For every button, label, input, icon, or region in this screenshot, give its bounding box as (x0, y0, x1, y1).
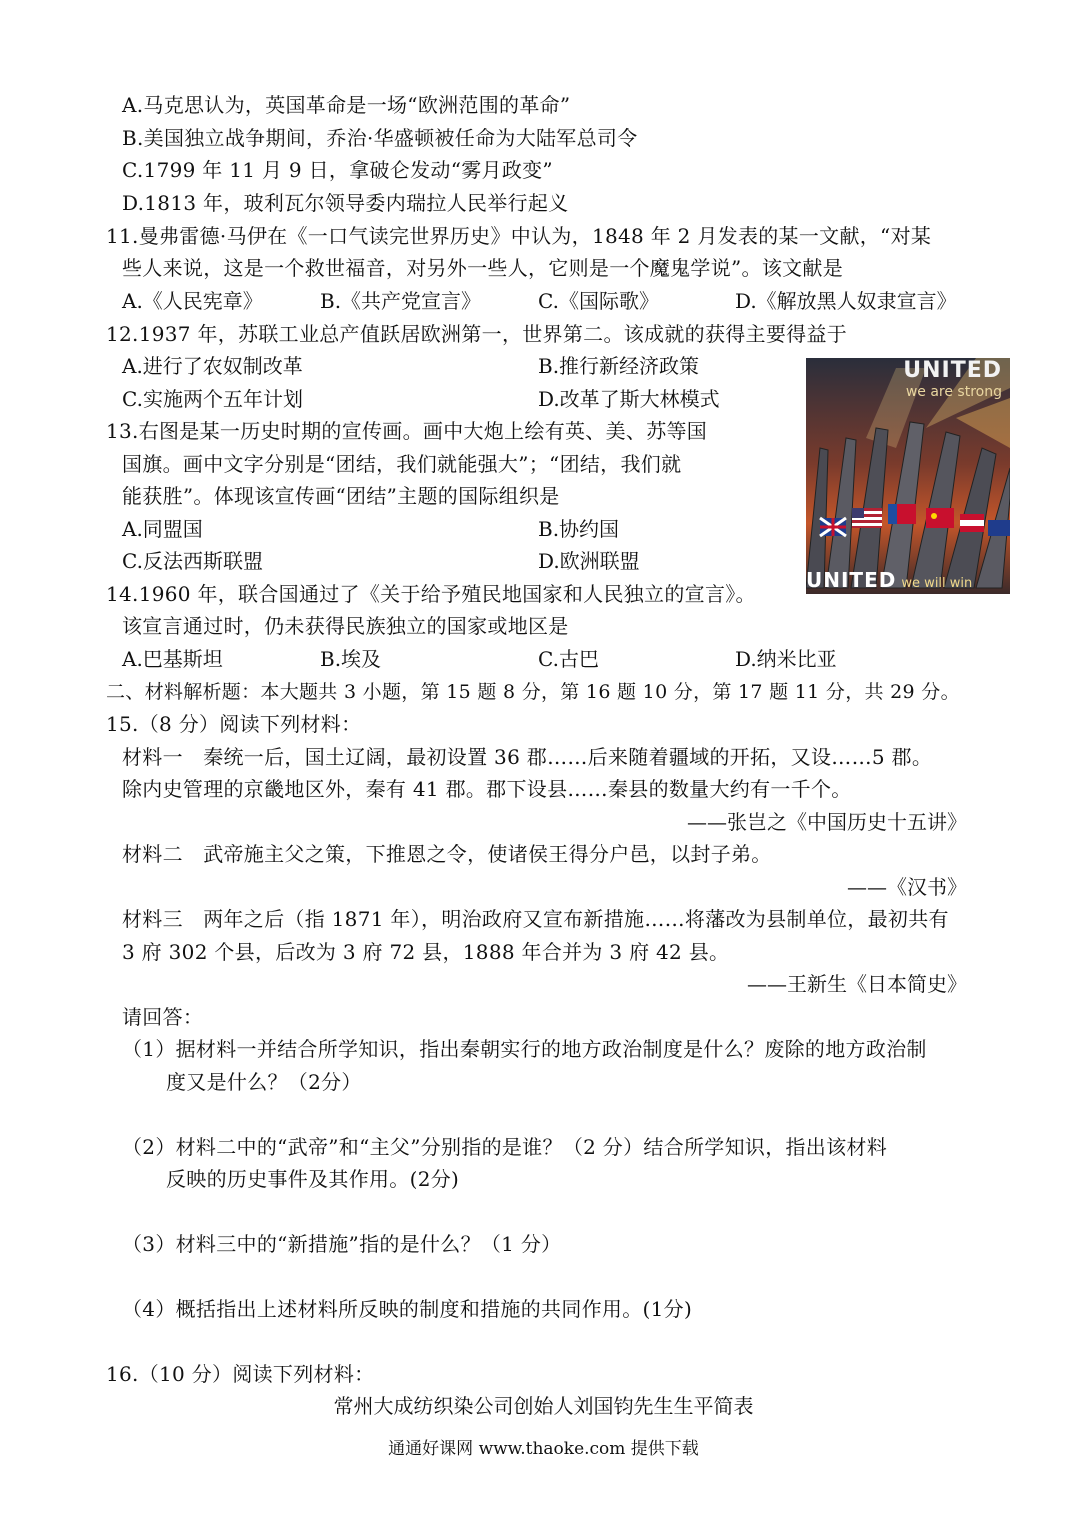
q11-option-c: C.《国际歌》 (538, 289, 659, 313)
q11-stem-line1: 11.曼弗雷德·马伊在《一口气读完世界历史》中认为，1848 年 2 月发表的某一文献，“对某 (106, 224, 932, 248)
q15-material1-source: ——张岂之《中国历史十五讲》 (687, 810, 967, 834)
q15-sub2-line2: 反映的历史事件及其作用。(2分) (166, 1167, 460, 1191)
q15-sub2-line1: （2）材料二中的“武帝”和“主父”分别指的是谁？（2 分）结合所学知识，指出该材料 (122, 1135, 888, 1159)
q15-sub1-line2: 度又是什么？（2分） (166, 1070, 362, 1094)
q10-option-b: B.美国独立战争期间，乔治·华盛顿被任命为大陆军总司令 (122, 126, 638, 150)
propaganda-poster (806, 358, 1010, 594)
q15-material1-line2: 除内史管理的京畿地区外，秦有 41 郡。郡下设县……秦县的数量大约有一千个。 (122, 777, 852, 801)
page-footer: 通通好课网 www.thaoke.com 提供下载 (388, 1439, 699, 1459)
q13-option-b: B.协约国 (538, 517, 620, 541)
poster-top-subtitle: we are strong (905, 384, 1002, 400)
poster-top-caption (806, 358, 1010, 400)
q15-material2-line1: 材料二 武帝施主父之策，下推恩之令，使诸侯王得分户邑，以封子弟。 (122, 842, 772, 866)
q13-stem-line1: 13.右图是某一历史时期的宣传画。画中大炮上绘有英、美、苏等国 (106, 419, 708, 443)
q15-material1-line1: 材料一 秦统一后，国土辽阔，最初设置 36 郡……后来随着疆域的开拓，又设……5 郡。 (122, 745, 933, 769)
q15-sub4: （4）概括指出上述材料所反映的制度和措施的共同作用。(1分) (122, 1297, 693, 1321)
q12-option-d: D.改革了斯大林模式 (538, 387, 720, 411)
section2-heading: 二、材料解析题：本大题共 3 小题，第 15 题 8 分，第 16 题 10 分，第 17 题 11 分，共 29 分。 (106, 681, 960, 703)
q16-title: 16.（10 分）阅读下列材料： (106, 1362, 375, 1386)
q11-option-d: D.《解放黑人奴隶宣言》 (735, 289, 957, 313)
q12-option-b: B.推行新经济政策 (538, 354, 700, 378)
q14-option-c: C.古巴 (538, 647, 599, 671)
q10-option-a: A.马克思认为，英国革命是一场“欧洲范围的革命” (122, 93, 571, 117)
poster-bottom-title: UNITED (806, 568, 897, 592)
q16-table-title: 常州大成纺织染公司创始人刘国钧先生生平简表 (333, 1394, 754, 1418)
q15-material3-line1: 材料三 两年之后（指 1871 年），明治政府又宣布新措施……将藩改为县制单位，最初共有 (122, 907, 949, 931)
q15-title: 15.（8 分）阅读下列材料： (106, 712, 362, 736)
q10-option-d: D.1813 年，玻利瓦尔领导委内瑞拉人民举行起义 (122, 191, 569, 215)
q11-option-a: A.《人民宪章》 (122, 289, 263, 313)
q11-option-b: B.《共产党宣言》 (320, 289, 482, 313)
q13-option-c: C.反法西斯联盟 (122, 549, 263, 573)
poster-bottom-subtitle: we will win (901, 576, 973, 591)
q15-ask-label: 请回答： (122, 1005, 204, 1029)
q13-stem-line3: 能获胜”。体现该宣传画“团结”主题的国际组织是 (122, 484, 560, 508)
q13-option-a: A.同盟国 (122, 517, 203, 541)
q12-stem: 12.1937 年，苏联工业总产值跃居欧洲第一，世界第二。该成就的获得主要得益于 (106, 322, 848, 346)
poster-bottom-caption (806, 568, 1010, 592)
q13-option-d: D.欧洲联盟 (538, 549, 640, 573)
q12-option-c: C.实施两个五年计划 (122, 387, 303, 411)
q15-sub3: （3）材料三中的“新措施”指的是什么？（1 分） (122, 1232, 562, 1256)
q15-material3-source: ——王新生《日本简史》 (747, 972, 967, 996)
q12-option-a: A.进行了农奴制改革 (122, 354, 303, 378)
q10-option-c: C.1799 年 11 月 9 日，拿破仑发动“雾月政变” (122, 158, 553, 182)
q14-option-a: A.巴基斯坦 (122, 647, 223, 671)
q15-material3-line2: 3 府 302 个县，后改为 3 府 72 县，1888 年合并为 3 府 42 县。 (122, 940, 730, 964)
q14-option-b: B.埃及 (320, 647, 382, 671)
q11-stem-line2: 些人来说，这是一个救世福音，对另外一些人，它则是一个魔鬼学说”。该文献是 (122, 256, 844, 280)
poster-top-title: UNITED (903, 358, 1002, 383)
q14-stem-line1: 14.1960 年，联合国通过了《关于给予殖民地国家和人民独立的宣言》。 (106, 582, 756, 606)
q15-material2-source: ——《汉书》 (847, 875, 967, 899)
q15-sub1-line1: （1）据材料一并结合所学知识，指出秦朝实行的地方政治制度是什么？废除的地方政治制 (122, 1037, 927, 1061)
q13-stem-line2: 国旗。画中文字分别是“团结，我们就能强大”；“团结，我们就 (122, 452, 682, 476)
q14-option-d: D.纳米比亚 (735, 647, 837, 671)
q14-stem-line2: 该宣言通过时，仍未获得民族独立的国家或地区是 (122, 614, 569, 638)
